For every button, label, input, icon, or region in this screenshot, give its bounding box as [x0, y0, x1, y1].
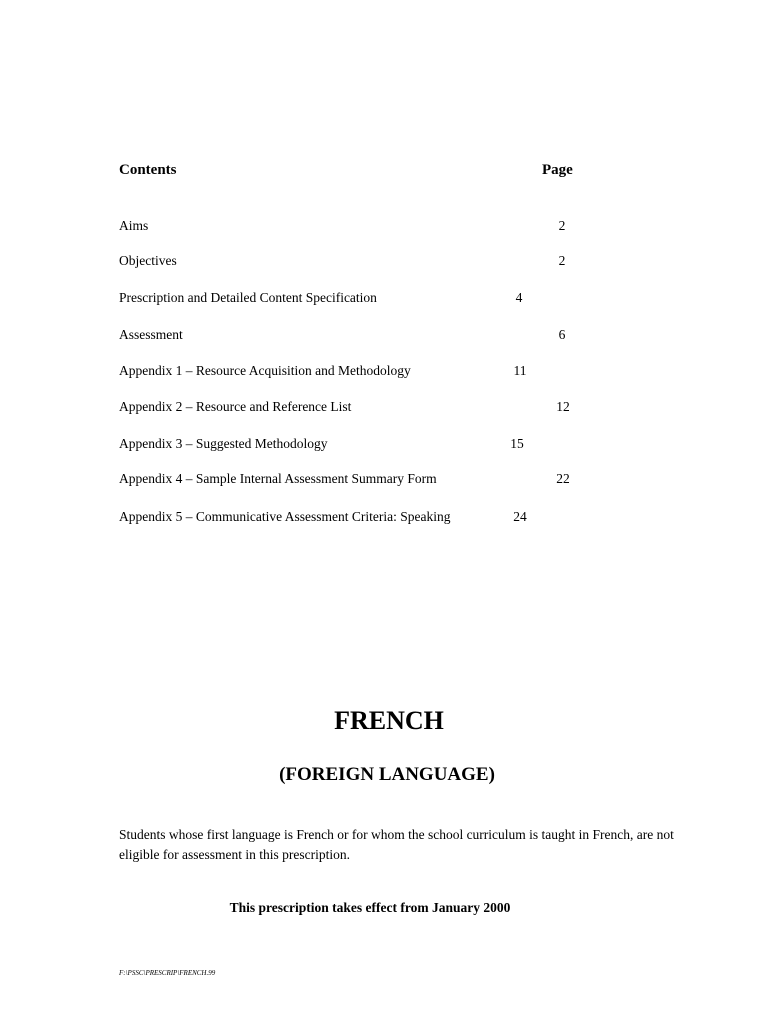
toc-entry-appendix-4 [0, 471, 768, 491]
document-subtitle: (FOREIGN LANGUAGE) [279, 764, 495, 785]
toc-entry-page: 15 [510, 436, 524, 451]
toc-entry-prescription [0, 290, 768, 310]
toc-entry-title: Appendix 1 – Resource Acquisition and Methodology [119, 363, 411, 378]
toc-entry-title: Assessment [119, 327, 183, 342]
effective-date-statement: This prescription takes effect from January 2000 [229, 900, 511, 915]
toc-entry-title: Prescription and Detailed Content Specification [119, 290, 377, 305]
toc-entry-title: Appendix 4 – Sample Internal Assessment Summary Form [119, 471, 437, 486]
toc-entry-title: Appendix 2 – Resource and Reference List [119, 399, 352, 414]
toc-entry-title: Aims [119, 218, 149, 233]
contents-heading: Contents [119, 162, 177, 178]
toc-entry-appendix-5 [0, 509, 768, 529]
toc-entry-objectives [0, 253, 768, 273]
footer-file-path: F:\PSSC\PRESCRIP\FRENCH.99 [119, 969, 216, 977]
toc-entry-page: 12 [556, 399, 570, 414]
toc-entry-page: 4 [515, 290, 523, 305]
toc-entry-page: 6 [558, 327, 566, 342]
toc-entry-aims [0, 218, 768, 238]
page-column-heading: Page [542, 162, 573, 178]
toc-entry-appendix-1 [0, 363, 768, 383]
toc-entry-page: 24 [513, 509, 527, 524]
eligibility-note: Students whose first language is French or for whom the school curriculum is taught in French, are not eligible for assessment in this prescription. [119, 827, 674, 862]
toc-entry-appendix-3 [0, 436, 768, 456]
toc-entry-assessment [0, 327, 768, 347]
toc-entry-title: Objectives [119, 253, 177, 268]
document-title: FRENCH [334, 706, 444, 735]
toc-entry-page: 2 [558, 253, 566, 268]
toc-entry-page: 2 [558, 218, 566, 233]
toc-entry-title: Appendix 3 – Suggested Methodology [119, 436, 328, 451]
toc-entry-page: 11 [513, 363, 527, 378]
toc-entry-appendix-2 [0, 399, 768, 419]
toc-entry-page: 22 [556, 471, 570, 486]
toc-entry-title: Appendix 5 – Communicative Assessment Criteria: Speaking [119, 509, 451, 524]
